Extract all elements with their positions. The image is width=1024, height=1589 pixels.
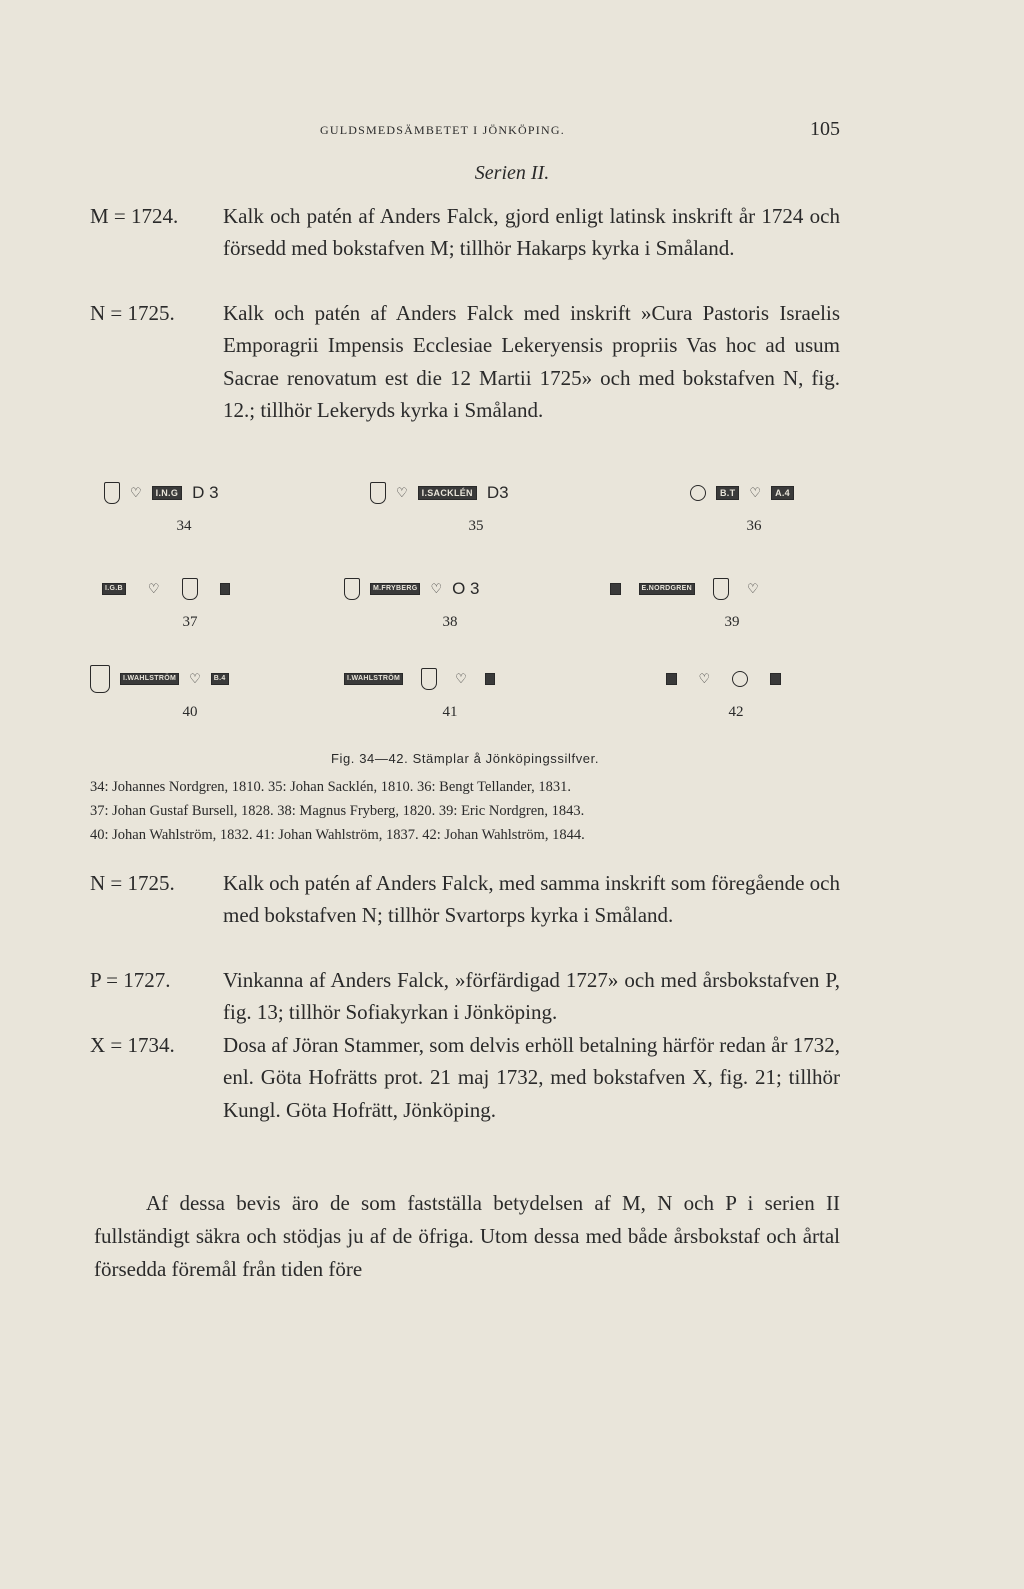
shield-icon <box>421 668 437 690</box>
page-header <box>90 118 840 148</box>
stamp-41 <box>344 664 495 694</box>
fig-number: 41 <box>442 704 458 720</box>
running-title: GULDSMEDSÄMBETET I JÖNKÖPING. <box>320 123 565 137</box>
heart-icon: ♡ <box>189 671 201 686</box>
fig-number: 36 <box>746 518 762 534</box>
heart-icon: ♡ <box>455 671 467 686</box>
stamp-36 <box>690 478 794 508</box>
entry-n-1725-b <box>90 867 840 932</box>
date-letter-mark <box>220 583 231 595</box>
heart-icon: ♡ <box>749 485 762 500</box>
heart-icon: ♡ <box>396 485 408 500</box>
figure-credit-line: 40: Johan Wahlström, 1832. 41: Johan Wahlström, 1837. 42: Johan Wahlström, 1844. <box>90 827 585 843</box>
figure-credit-line: 34: Johannes Nordgren, 1810. 35: Johan Sacklén, 1810. 36: Bengt Tellander, 1831. <box>90 779 571 795</box>
fig-number: 39 <box>724 614 740 630</box>
shield-icon <box>104 482 120 504</box>
heart-icon: ♡ <box>147 581 160 596</box>
series-heading: Serien II. <box>474 162 550 184</box>
entry-text: Kalk och patén af Anders Falck med inskrift »Cura Pastoris Israelis Emporagrii Impensis Ecclesiae Lekeryensis propriis Vas hoc ad usum Sacrae renovatum est die 12 Martii 1725» och med bokstafven N, fig. 12.; tillhör Lekeryds kyrka i Småland. <box>223 301 840 422</box>
heart-icon: ♡ <box>698 671 711 686</box>
stamp-row-2 <box>90 574 840 644</box>
entry-text: Kalk och patén af Anders Falck, med samma inskrift som föregående och med bokstafven N; tillhör Svartorps kyrka i Småland. <box>223 871 840 928</box>
date-letter-mark: D3 <box>486 483 509 502</box>
entry-text: Dosa af Jöran Stammer, som delvis erhöll betalning härför redan år 1732, enl. Göta Hofrätts prot. 21 maj 1732, med bokstafven X, fig. 21; tillhör Kungl. Göta Hofrätt, Jönköping. <box>223 1033 840 1122</box>
stamp-figure <box>90 478 840 738</box>
date-letter-mark <box>485 673 496 685</box>
crown-icon <box>690 485 706 501</box>
stamp-row-3 <box>90 664 840 734</box>
date-letter-mark <box>610 583 621 595</box>
date-letter-mark: B.4 <box>211 673 229 685</box>
stamp-row-1 <box>90 478 840 548</box>
entry-label: M = 1724. <box>90 204 179 228</box>
maker-mark: I.N.G <box>152 486 183 500</box>
heart-icon: ♡ <box>746 581 759 596</box>
date-letter-mark <box>770 673 781 685</box>
fig-number: 40 <box>182 704 198 720</box>
heart-icon: ♡ <box>430 581 443 596</box>
shield-icon <box>713 578 729 600</box>
entry-label: N = 1725. <box>90 871 175 895</box>
date-letter-mark: D 3 <box>192 483 219 502</box>
date-letter-mark: A.4 <box>771 486 794 500</box>
date-letter-mark: O 3 <box>452 579 480 598</box>
entry-x-1734 <box>90 1029 840 1126</box>
heart-icon: ♡ <box>130 485 142 500</box>
maker-mark: I.SACKLÉN <box>418 486 477 500</box>
figure-credit-line: 37: Johan Gustaf Bursell, 1828. 38: Magnus Fryberg, 1820. 39: Eric Nordgren, 1843. <box>90 803 585 819</box>
maker-mark: I.WAHLSTRÖM <box>344 673 403 685</box>
fig-number: 42 <box>728 704 744 720</box>
stamp-39 <box>610 574 759 604</box>
entry-label: P = 1727. <box>90 968 171 992</box>
stamp-35 <box>370 478 509 508</box>
entry-label: X = 1734. <box>90 1033 175 1057</box>
shield-icon <box>90 665 110 693</box>
stamp-42 <box>666 664 781 694</box>
entry-label: N = 1725. <box>90 301 175 325</box>
entry-n-1725 <box>90 297 840 426</box>
stamp-38 <box>344 574 480 604</box>
maker-mark: I.G.B <box>102 583 126 595</box>
entry-text: Vinkanna af Anders Falck, »förfärdigad 1727» och med årsbokstafven P, fig. 13; tillhör Sofiakyrkan i Jönköping. <box>223 968 840 1025</box>
stamp-40 <box>90 664 229 694</box>
shield-icon <box>182 578 198 600</box>
maker-mark <box>666 673 677 685</box>
entry-m-1724 <box>90 200 840 265</box>
entry-p-1727 <box>90 964 840 1029</box>
shield-icon <box>344 578 360 600</box>
maker-mark: I.WAHLSTRÖM <box>120 673 179 685</box>
crown-icon <box>732 671 748 687</box>
stamp-37 <box>102 574 230 604</box>
fig-number: 34 <box>176 518 192 534</box>
stamp-34 <box>104 478 219 508</box>
maker-mark: M.FRYBERG <box>370 583 420 595</box>
shield-icon <box>370 482 386 504</box>
maker-mark: B.T <box>716 486 739 500</box>
fig-number: 38 <box>442 614 458 630</box>
maker-mark: E.NORDGREN <box>639 583 695 595</box>
fig-number: 37 <box>182 614 198 630</box>
entry-text: Kalk och patén af Anders Falck, gjord enligt latinsk inskrift år 1724 och försedd med bokstafven M; tillhör Hakarps kyrka i Småland. <box>223 204 840 261</box>
fig-number: 35 <box>468 518 484 534</box>
figure-caption: Fig. 34—42. Stämplar å Jönköpingssilfver. <box>330 751 600 766</box>
closing-paragraph: Af dessa bevis äro de som fastställa betydelsen af M, N och P i serien II fullständigt säkra och stödjas ju af de öfriga. Utom dessa med både årsbokstaf och årtal försedda föremål från tiden före <box>94 1191 840 1281</box>
page-number: 105 <box>810 118 840 140</box>
